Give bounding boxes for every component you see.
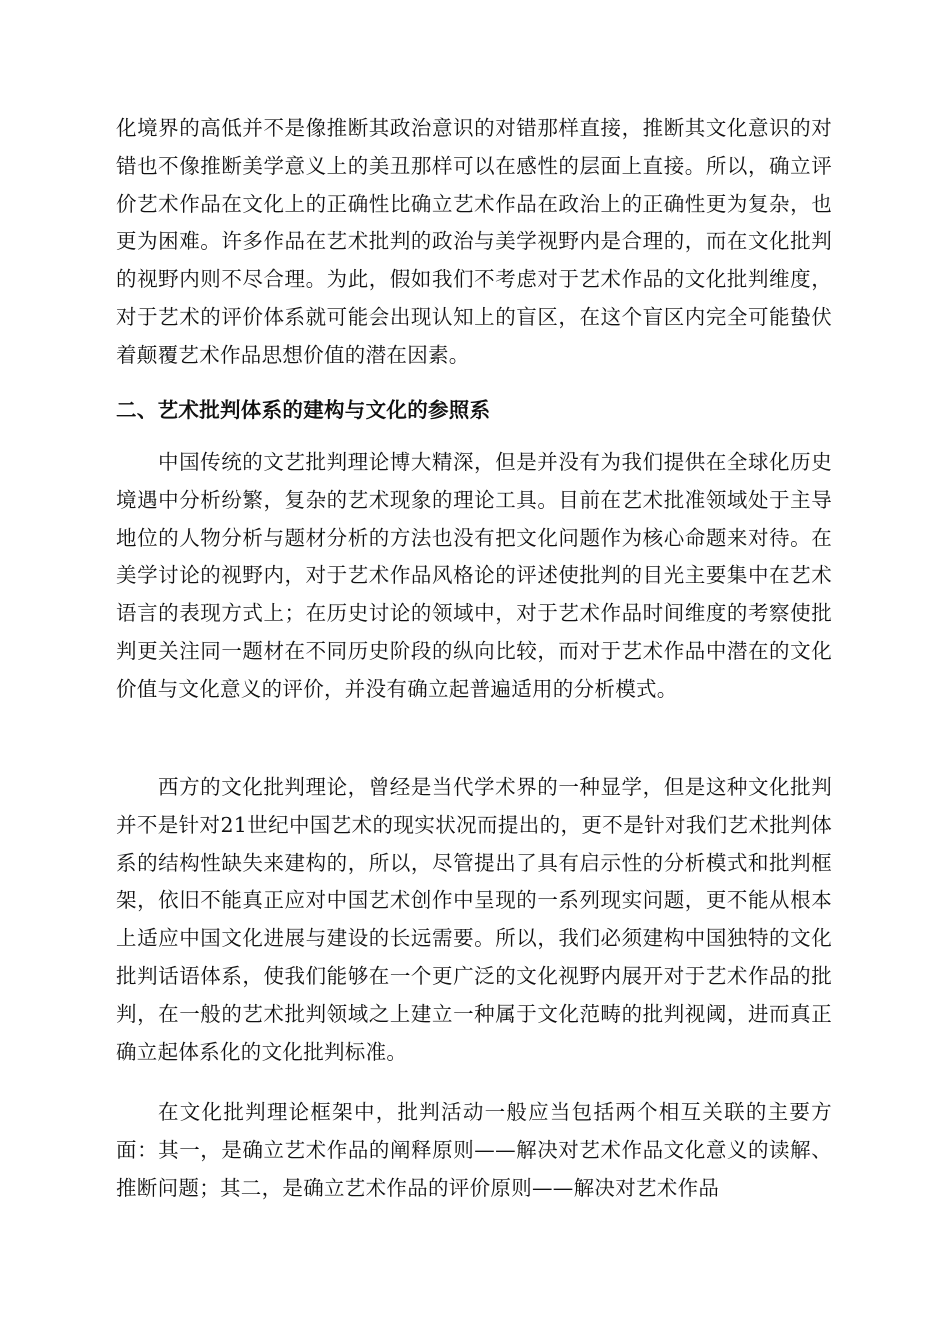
paragraph-1: 化境界的高低并不是像推断其政治意识的对错那样直接，推断其文化意识的对错也不像推断美学意义上的美丑那样可以在感性的层面上直接。所以，确立评价艺术作品在文化上的正确性比确立艺术作品在政治上的正确性更为复杂，也更为困难。许多作品在艺术批判的政治与美学视野内是合理的，而在文化批判的视野内则不尽合理。为此，假如我们不考虑对于艺术作品的文化批判维度，对于艺术的评价体系就可能会出现认知上的盲区，在这个盲区内完全可能蛰伏着颠覆艺术作品思想价值的潜在因素。 [116, 116, 832, 367]
paragraph-2: 中国传统的文艺批判理论博大精深，但是并没有为我们提供在全球化历史境遇中分析纷繁，复杂的艺术现象的理论工具。目前在艺术批准领域处于主导地位的人物分析与题材分析的方法也没有把文化问题作为核心命题来对待。在美学讨论的视野内，对于艺术作品风格论的评述使批判的目光主要集中在艺术语言的表现方式上；在历史讨论的领域中，对于艺术作品时间维度的考察使批判更关注同一题材在不同历史阶段的纵向比较，而对于艺术作品中潜在的文化价值与文化意义的评价，并没有确立起普遍适用的分析模式。 [116, 450, 832, 701]
section-heading: 二、艺术批判体系的建构与文化的参照系 [116, 398, 491, 422]
paragraph-3: 西方的文化批判理论，曾经是当代学术界的一种显学，但是这种文化批判并不是针对21世纪中国艺术的现实状况而提出的，更不是针对我们艺术批判体系的结构性缺失来建构的，所以，尽管提出了具有启示性的分析模式和批判框架，依旧不能真正应对中国艺术创作中呈现的一系列现实问题，更不能从根本上适应中国文化进展与建设的长远需要。所以，我们必须建构中国独特的文化批判话语体系，使我们能够在一个更广泛的文化视野内展开对于艺术作品的批判，在一般的艺术批判领域之上建立一种属于文化范畴的批判视阈，进而真正确立起体系化的文化批判标准。 [116, 775, 832, 1064]
document-page [116, 0, 836, 1344]
paragraph-4: 在文化批判理论框架中，批判活动一般应当包括两个相互关联的主要方面：其一，是确立艺术作品的阐释原则——解决对艺术作品文化意义的读解、推断问题；其二，是确立艺术作品的评价原则——解决对艺术作品 [116, 1100, 832, 1200]
